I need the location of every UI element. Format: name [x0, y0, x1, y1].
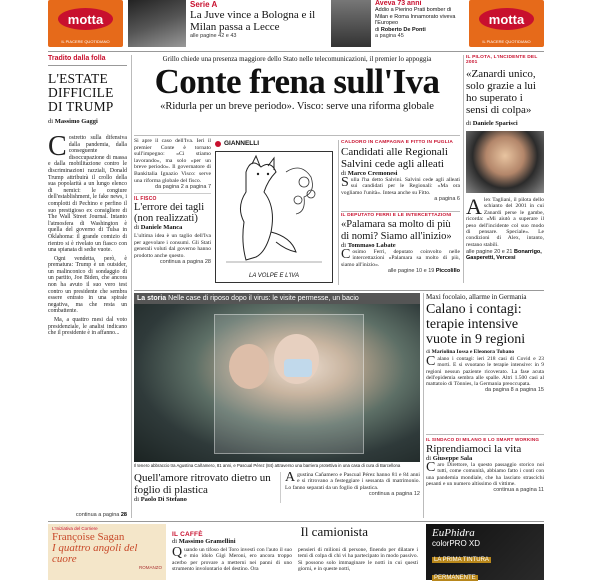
- fisco-headline[interactable]: L'errore dei tagli (non realizzati): [134, 202, 205, 225]
- ad-line1: LA PRIMA TINTURA: [434, 557, 489, 563]
- love-continua[interactable]: continua a pagina 12: [368, 491, 420, 498]
- book-sub: ROMANZO: [139, 565, 162, 570]
- teaser-kicker: Serie A: [190, 0, 218, 9]
- section-label: Tradito dalla folla: [48, 55, 127, 66]
- covid-pages: da pagina 8 a pagina 15: [484, 387, 544, 394]
- euphidra-ad[interactable]: [426, 524, 544, 580]
- caffe-title: Il camionista: [300, 524, 368, 539]
- zanardi-byline: di Daniele Sparisci: [466, 120, 518, 127]
- caffe-column[interactable]: [172, 524, 418, 580]
- teaser-headline: La Juve vince a Bologna e il Milan passa a Lecce: [190, 9, 316, 33]
- motta-ad-right[interactable]: [469, 0, 544, 47]
- fox-drawing: [216, 152, 332, 282]
- prati-photo: [331, 0, 371, 47]
- ad-brand: EuPhidra: [432, 527, 475, 539]
- covid-headline: Calano i contagi: terapie intensive vuote in 9 regioni: [426, 302, 526, 347]
- motta-ad-left[interactable]: [48, 0, 123, 47]
- caffe-text-2: pensieri di milioni di persone, finendo per dilatare i temi di colpa di chi vi ha partecipato in modo passivo. Si possono solo immaginare le notti in cui questi giorni, e in queste notti,: [298, 547, 418, 572]
- love-byline: di Paolo Di Stefano: [134, 496, 187, 503]
- ad-line2: PERMANENTE: [434, 575, 476, 581]
- continua-link[interactable]: continua a pagina 28: [75, 512, 127, 518]
- sala-headline: Riprendiamoci la vita: [426, 443, 522, 455]
- love-text: Agustina Cañamero e Pascual Pérez hanno 81 e 84 anni e si ritrovano a festeggiare i sessanta di matrimonio. Lo fanno separati da un foglio di plastica.: [285, 470, 420, 491]
- main-headline: Conte frena sull'Iva: [154, 62, 440, 101]
- main-pages: da pagina 2 a pagina 7: [155, 184, 211, 191]
- caffe-section: IL CAFFÈ: [172, 531, 203, 538]
- ad-tagline: IL PIACERE QUOTIDIANO: [61, 39, 110, 44]
- section-label: IL PILOTA, L'INCIDENTE DEL 2001: [466, 55, 538, 65]
- sala-byline: di Giuseppe Sala: [426, 455, 473, 462]
- sala-text: Caro Direttore, la questo passaggio storico noi tutti, come comunità, abbiamo fatto i conti con una pandemia mondiale, che ha lasciato strascichi pesanti e un numero altissimo di vittime.: [426, 460, 544, 487]
- palamara-pages: alle pagine 10 e 19 Piccolillo: [387, 268, 460, 275]
- sala-continua[interactable]: continua a pagina 11: [493, 487, 544, 494]
- nursing-home-photo: [134, 304, 420, 462]
- ad-product: colorPRO XD: [432, 539, 481, 548]
- book-tag: L'Iniziativa del Corriere: [52, 526, 98, 531]
- main-story[interactable]: [134, 55, 460, 130]
- teaser-prati[interactable]: [375, 0, 463, 47]
- covid-story[interactable]: [426, 293, 544, 433]
- love-text-block: [280, 472, 420, 503]
- photo-story[interactable]: [134, 293, 420, 518]
- editorial-byline: di Massimo Gaggi: [48, 118, 98, 125]
- giannelli-cartoon[interactable]: [215, 140, 335, 285]
- main-kicker: Grillo chiede una presenza maggiore dello Stato nelle telecomunicazioni, il premier lo appoggia: [162, 55, 432, 63]
- fisco-continua[interactable]: continua a pagina 28: [159, 259, 211, 266]
- editorial-text: Costretto sulla difensiva dalla pandemia, dalla conseguente disoccupazione di massa e dalla mobilitazione contro le discriminazioni razziali, Donald Trump attribuirà il crollo della sua popolarità a un lungo elenco di nemici: le congiure dell'establishment, le fake news, i complotti di Pechino e perfino il suo prestigioso ex consigliere di The Wall Street Journal. Intanto l'atmosfera di Washington è quella del governo di Tulsa in Oklahoma: il grande comizio di rientro si è rivelato un fiasco con una spianata di sedie vuote. Ogni vendetta, però, è prematura: Trump è un outsider, un malinconico di sondaggio di un partito, Joe Biden, che ancora non ha avuto il suo vero test contro un presidente che sembra essere entrato in una spirale negativa, ma che resta un combattente. Ma, a quattro mesi dal voto presidenziale, le analisi indicano che il presidente è in affanno...: [48, 131, 127, 337]
- section-label: IL SINDACO DI MILANO E LO SMART WORKING: [426, 437, 540, 442]
- teaser-serie-a[interactable]: [190, 0, 325, 47]
- book-author: Françoise Sagan: [52, 531, 125, 543]
- main-text: Si apre il caso dell'Iva. Ieri il premier Conte è tornato sull'impegno: «Ci stiamo lavorando», ma solo «per un breve periodo». Il governatore di Bankitalia Ignazio Visco: serve una riforma globale del fisco.: [134, 138, 211, 184]
- zanardi-text: Alex Tagliani, il pilota dello schianto del 2001 in cui Zanardi perse le gambe, ricorda: «Mi aiutò a superare il peso dell'incidente col suo modo di pensare. Speciale». Le condizioni di Alex, intanto, restano stabili.: [466, 194, 544, 248]
- book-ad[interactable]: [48, 524, 166, 580]
- fisco-text: L'ultima idea è un taglio dell'Iva per agevolare i consumi. Gli Stati generali voluti dal governo hanno prodotto anche questo.: [134, 233, 211, 259]
- juve-photo: [128, 0, 186, 47]
- red-dot-icon: [215, 141, 221, 147]
- teaser-pages: alle pagine 42 e 43: [190, 33, 237, 39]
- caffe-text-1: Quando un tifoso del Toro investì con l'auto il suo e mio idolo Gigi Meroni, ero ancora troppo acerbo per provare a metterni nei panni di uno strumento involontario del destino. Ora: [172, 545, 292, 572]
- zanardi-headline: «Zanardi unico, solo grazie a lui ho superato i sensi di colpa»: [466, 68, 536, 116]
- zanardi-pages: alle pagine 20 e 21 Bonarrigo, Gasperetti, Vercesi: [466, 249, 542, 262]
- photo-banner: La storia Nelle case di riposo dopo il virus: le visite permesse, un bacio: [134, 293, 420, 304]
- teaser-text: Addio a Pierino Prati bomber di Milan e Roma Innamorato viveva l'Europeo: [375, 7, 456, 26]
- photo-caption: Il tenero abbraccio tra Agustina Cañamero, 81 anni, e Pascual Pérez (84) attraverso una barriera protettiva in una casa di cura di Barcellona: [134, 463, 401, 468]
- cartoon-caption: LA VOLPE E L'IVA: [249, 273, 299, 279]
- teaser-byline: di Roberto De Ponti: [375, 26, 426, 33]
- main-col1: [134, 138, 211, 288]
- dropcap: C: [48, 131, 67, 162]
- fisco-section: IL FISCO: [134, 193, 211, 202]
- covid-text: Calano i contagi: ieri 218 casi di Covid e 23 morti. E si svuotano le terapie intensive: in 9 regioni nessun paziente ricoverato. La fase acuta dell'epidemia sembra alle spalle. Altri 1.500 casi al mattatoio di Tönnies, la Germania preoccupata.: [426, 354, 544, 388]
- section-label: CALDORO IN CAMPAGNA E FITTO IN PUGLIA: [341, 140, 454, 145]
- love-story[interactable]: [134, 472, 274, 503]
- palamara-headline: «Palamara sa molto di più di nomi? Siamo all'inizio»: [341, 219, 452, 242]
- caffe-byline: di Massimo Gramellini: [172, 538, 236, 545]
- section-label: IL DEPUTATO FERRI E LE INTERCETTAZIONI: [341, 213, 452, 218]
- palamara-text: Cosimo Ferri, deputato coinvolto nelle intercettazioni «Palamara sa molto di più, siamo all'inizio».: [341, 247, 460, 268]
- palamara-story[interactable]: [341, 213, 460, 285]
- palamara-byline: di Tommaso Labate: [341, 242, 396, 249]
- motta-logo: motta: [58, 8, 113, 30]
- fisco-byline: di Daniele Manca: [134, 224, 183, 232]
- book-title: I quattro angoli del cuore: [52, 542, 138, 565]
- salvini-text: Sulla l'ha detto Salvini. Salvini cede agli alleati sui candidati per le Regionali: «Ma ora vogliamo l'unità». Intesa anche su Fitto.: [341, 175, 460, 196]
- zanardi-photo: [466, 131, 544, 193]
- cartoon-header: GIANNELLI: [215, 140, 335, 147]
- covid-kicker: Maxi focolaio, allarme in Germania: [426, 293, 527, 301]
- salvini-page: a pagina 6: [434, 196, 460, 203]
- main-subhead: «Ridurla per un breve periodo». Visco: serve una riforma globale: [160, 101, 434, 112]
- ad-tagline: IL PIACERE QUOTIDIANO: [482, 39, 531, 44]
- teaser-kicker: Aveva 73 anni: [375, 0, 422, 7]
- salvini-headline: Candidati alle Regionali Salvini cede agli alleati: [341, 146, 448, 170]
- sala-story[interactable]: [426, 437, 544, 518]
- motta-logo: motta: [479, 8, 534, 30]
- plastic-sheet: [214, 314, 364, 454]
- covid-byline: di Mariolina Iossa e Eleonora Tubano: [426, 349, 515, 355]
- love-headline: Quell'amore ritrovato dietro un foglio di plastica: [134, 472, 271, 496]
- teaser-page: a pagina 45: [375, 32, 404, 39]
- left-column: [48, 55, 127, 518]
- zanardi-story[interactable]: [466, 55, 544, 283]
- salvini-story[interactable]: [341, 140, 460, 210]
- salvini-byline: di Marco Cremonesi: [341, 170, 398, 177]
- editorial-title: L'ESTATE DIFFICILE DI TRUMP: [48, 71, 114, 114]
- cartoon-frame: [215, 151, 333, 283]
